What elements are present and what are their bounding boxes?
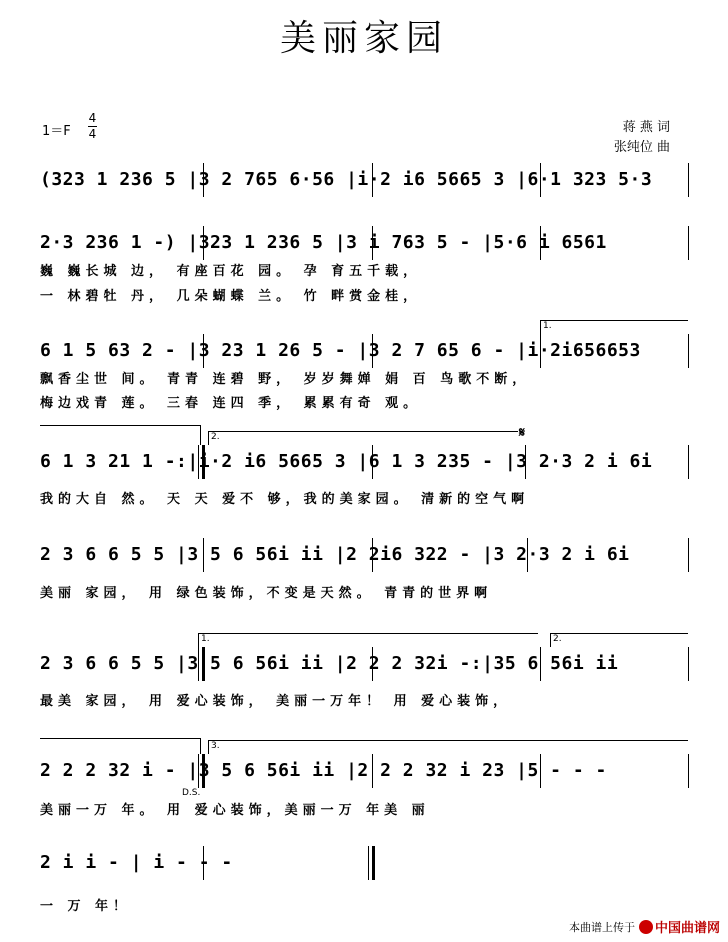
notation-line: 2 2 2 32 i - |3 5 6 56i ii |2 2 2 32 i 23 |5 - - - — [40, 760, 607, 781]
credits — [614, 118, 670, 158]
notation-line: (323 1 236 5 |3 2 765 6·56 |i·2 i6 5665 3 |6·1 323 5·3 — [40, 169, 653, 190]
footer — [569, 917, 720, 936]
notation-line: 6 1 5 63 2 - |3 23 1 26 5 - |3 2 7 65 6 - |i·2i656653 — [40, 340, 641, 361]
segno-sign: 𝄋 — [519, 425, 526, 441]
volta-label: 3. — [211, 741, 220, 751]
footer-text: 本曲谱上传于 — [568, 920, 635, 934]
lyric-line: 一 林碧牡 丹， 几朵蝴蝶 兰。 竹 畔赏金桂， — [40, 289, 422, 304]
notation-line: 2·3 236 1 -) |323 1 236 5 |3 i 763 5 - |5·6 i 6561 — [40, 232, 607, 253]
time-signature — [88, 111, 97, 142]
lyric-line: 最美 家园， 用 爱心装饰， 美丽一万年！ 用 爱心装饰， — [40, 694, 512, 709]
notation-line: 6 1 3 21 1 -:|i·2 i6 5665 3 |6 1 3 235 - |3 2·3 2 i 6i — [40, 451, 653, 472]
lyric-line: 我的大自 然。 天 天 爱不 够，我的美家园。 清新的空气啊 — [40, 492, 530, 507]
key-signature: 1＝F — [42, 124, 71, 139]
volta-label: 2. — [211, 432, 220, 442]
meter-bottom: 4 — [88, 127, 97, 141]
lyric-line: 梅边戏青 莲。 三春 连四 季， 累累有奇 观。 — [40, 396, 422, 411]
notation-line: 2 3 6 6 5 5 |3 5 6 56i ii |2 2i6 322 - |3 2·3 2 i 6i — [40, 544, 630, 565]
lyricist: 蒋 燕 词 — [622, 120, 670, 135]
volta-label: 2. — [553, 634, 562, 644]
site-logo[interactable] — [639, 917, 720, 936]
lyric-line: 美丽 家园， 用 绿色装饰，不变是天然。 青青的世界啊 — [40, 586, 493, 601]
notation-line: 2 3 6 6 5 5 |3 5 6 56i ii |2 2 2 32i -:|35 6 56i ii — [40, 653, 619, 674]
lyric-line: 美丽一万 年。 用 爱心装饰，美丽一万 年美 丽 — [40, 803, 430, 818]
ds-marking: D.S. — [182, 788, 201, 798]
site-name: 中国曲谱网 — [654, 921, 720, 936]
lyric-line: 巍 巍长城 边， 有座百花 园。 孕 育五千载， — [40, 264, 422, 279]
volta-label: 1. — [543, 321, 552, 331]
volta-label: 1. — [201, 634, 210, 644]
composer: 张纯位 曲 — [613, 140, 670, 155]
lyric-line: 飘香尘世 间。 青青 连碧 野， 岁岁舞婵 娟 百 鸟歌不断， — [40, 372, 531, 387]
lyric-line: 一 万 年！ — [40, 899, 132, 914]
song-title: 美丽家园 — [279, 18, 448, 59]
meter-top: 4 — [88, 111, 97, 125]
logo-icon — [639, 920, 653, 934]
notation-line: 2 i i - | i - - - — [40, 852, 233, 873]
